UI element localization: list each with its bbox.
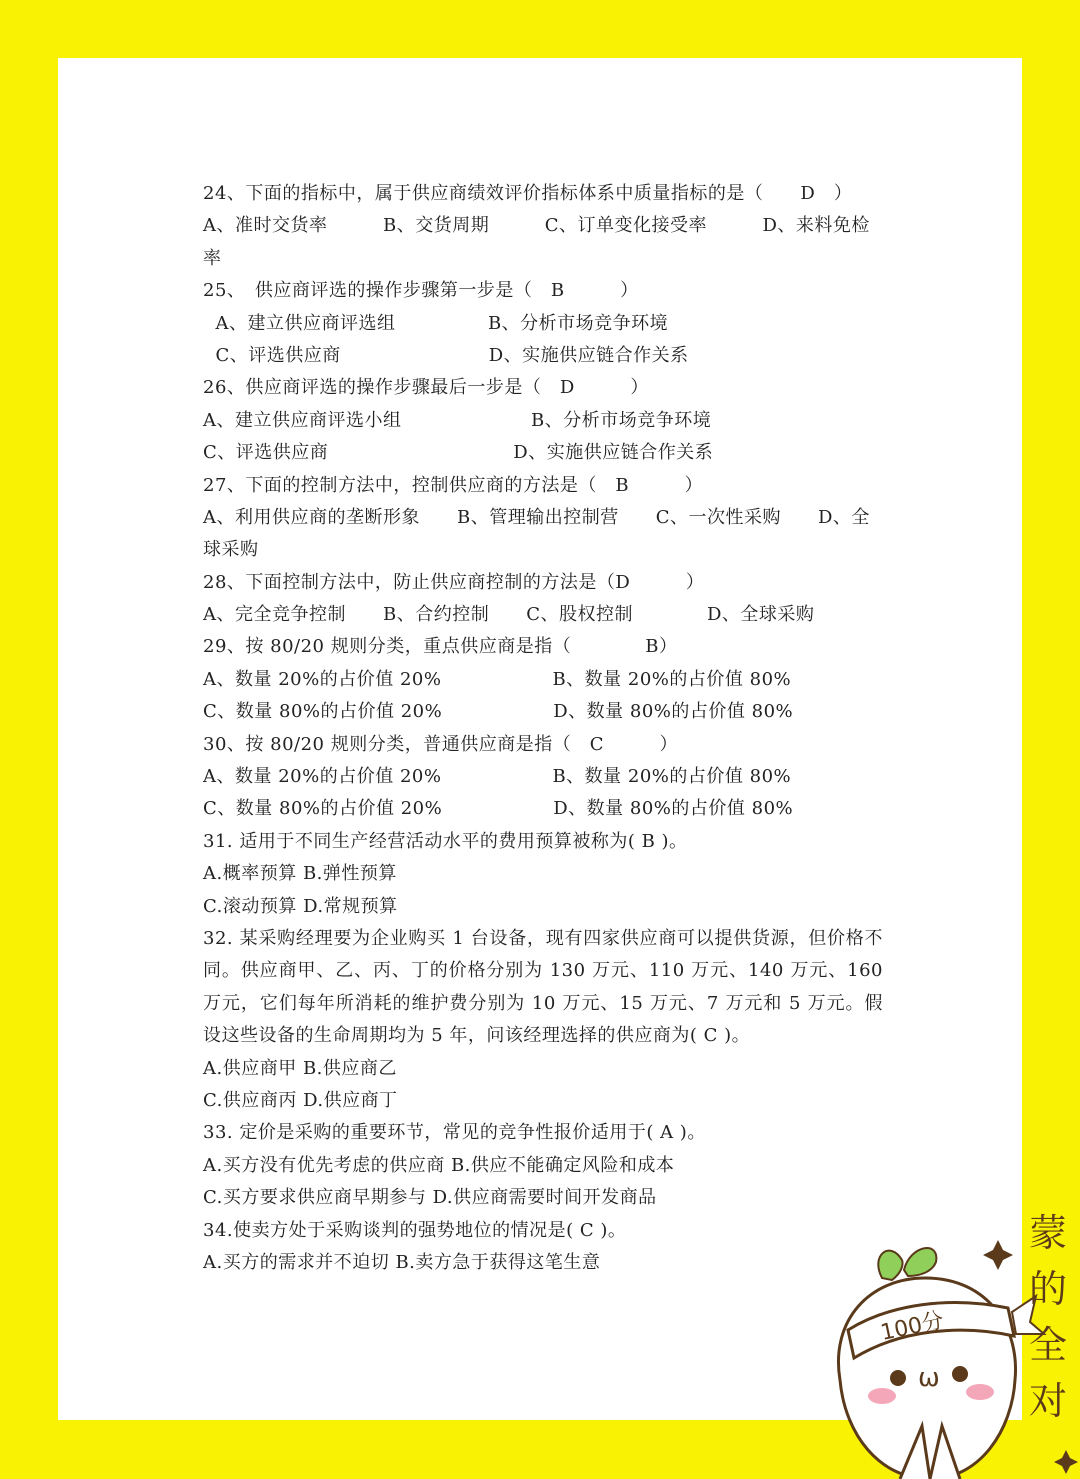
sparkle-icon: [1054, 1450, 1078, 1474]
q25-options-row1: A、建立供应商评选组 B、分析市场竞争环境: [203, 312, 669, 334]
q31-stem: 31. 适用于不同生产经营活动水平的费用预算被称为( B )。: [203, 830, 688, 852]
slogan-char: 全: [1028, 1323, 1067, 1367]
sprout-leaf-left: [878, 1251, 902, 1280]
q30-options-row2: C、数量 80%的占价值 20% D、数量 80%的占价值 80%: [203, 798, 794, 820]
q25-stem: 25、 供应商评选的操作步骤第一步是（ B ）: [203, 280, 639, 302]
headband-text: 100分: [878, 1308, 947, 1347]
q27-options: A、利用供应商的垄断形象 B、管理输出控制营 C、一次性采购 D、全: [203, 506, 870, 528]
q27-stem: 27、下面的控制方法中，控制供应商的方法是（ B ）: [203, 474, 704, 496]
q26-stem: 26、供应商评选的操作步骤最后一步是（ D ）: [203, 377, 649, 399]
q29-options-row2: C、数量 80%的占价值 20% D、数量 80%的占价值 80%: [203, 701, 794, 723]
q30-options-row1: A、数量 20%的占价值 20% B、数量 20%的占价值 80%: [203, 766, 792, 788]
slogan-char: 的: [1028, 1267, 1067, 1311]
q32-options-row1: A.供应商甲 B.供应商乙: [203, 1057, 397, 1079]
q33-options-row2: C.买方要求供应商早期参与 D.供应商需要时间开发商品: [203, 1187, 657, 1209]
slogan-char: 对: [1028, 1379, 1067, 1423]
q28-options: A、完全竞争控制 B、合约控制 C、股权控制 D、全球采购: [203, 604, 815, 626]
q32-options-row2: C.供应商丙 D.供应商丁: [203, 1090, 398, 1111]
q24-stem: 24、下面的指标中，属于供应商绩效评价指标体系中质量指标的是（ D ）: [203, 183, 853, 204]
right-blush: [966, 1384, 994, 1400]
sprout-leaf-right: [904, 1248, 936, 1276]
q29-stem: 29、按 80/20 规则分类，重点供应商是指（ B）: [203, 636, 678, 658]
q24-options: A、准时交货率 B、交货周期 C、订单变化接受率 D、来料免检: [203, 215, 870, 237]
right-eye: [952, 1366, 968, 1382]
q31-options-row1: A.概率预算 B.弹性预算: [203, 863, 397, 885]
q25-options-row2: C、评选供应商 D、实施供应链合作关系: [203, 344, 689, 366]
q28-stem: 28、下面控制方法中，防止供应商控制的方法是（D ）: [203, 571, 705, 593]
q27-options-cont: 球采购: [203, 539, 259, 561]
slogan-vertical: [1020, 1205, 1076, 1429]
q24-options-cont: 率: [203, 247, 222, 269]
q26-options-row1: A、建立供应商评选小组 B、分析市场竞争环境: [203, 409, 712, 431]
q34-stem: 34.使卖方处于采购谈判的强势地位的情况是( C )。: [203, 1219, 627, 1241]
left-eye: [890, 1370, 906, 1386]
sparkle-icon: [983, 1240, 1013, 1270]
mouth: ω: [918, 1363, 940, 1393]
q33-stem: 33. 定价是采购的重要环节，常见的竞争性报价适用于( A )。: [203, 1122, 706, 1144]
q32-stem: 32. 某采购经理要为企业购买 1 台设备，现有四家供应商可以提供货源，但价格不同。供应商甲、乙、丙、丁的价格分别为 130 万元、110 万元、140 万元、160 万元，它们每年所消耗的维护费分别为 10 万元、15 万元、7 万元和 5 万元。假设这些设备的生命周期均为 5 年，问该经理选择的供应商为( C )。: [203, 927, 883, 1047]
slogan-char: 蒙: [1028, 1211, 1067, 1255]
left-blush: [868, 1388, 896, 1404]
q29-options-row1: A、数量 20%的占价值 20% B、数量 20%的占价值 80%: [203, 668, 792, 690]
q34-options-row1: A.买方的需求并不迫切 B.卖方急于获得这笔生意: [203, 1251, 601, 1273]
q31-options-row2: C.滚动预算 D.常规预算: [203, 895, 398, 917]
question-list: [203, 178, 903, 1279]
q30-stem: 30、按 80/20 规则分类，普通供应商是指（ C ）: [203, 733, 678, 755]
q26-options-row2: C、评选供应商 D、实施供应链合作关系: [203, 442, 714, 464]
q33-options-row1: A.买方没有优先考虑的供应商 B.供应不能确定风险和成本: [203, 1154, 675, 1176]
